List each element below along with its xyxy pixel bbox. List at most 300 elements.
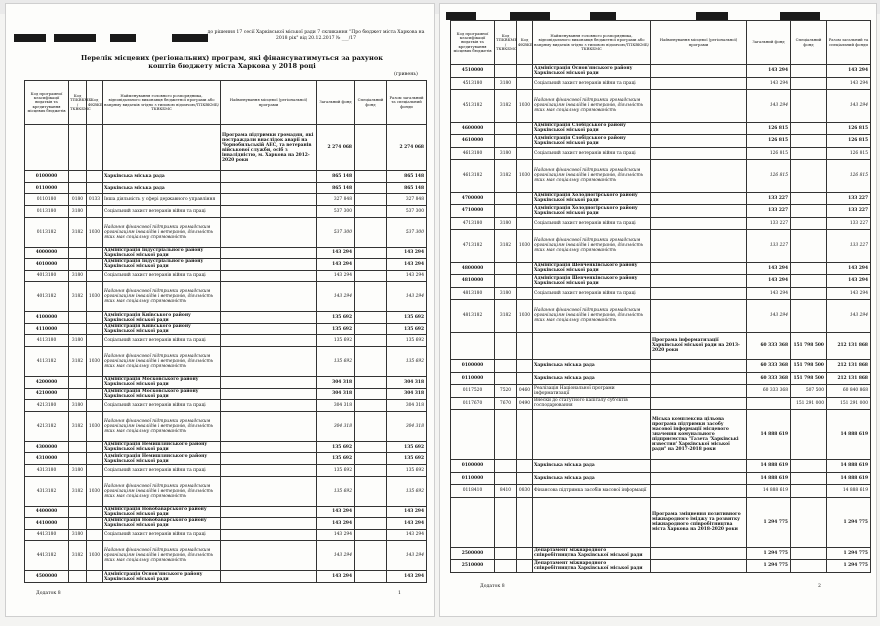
budget-code [495, 275, 517, 288]
function-code [517, 147, 533, 160]
table-row [451, 275, 871, 288]
program-name [221, 182, 317, 194]
program-code: 2510000 [451, 560, 495, 573]
function-code [87, 506, 103, 518]
function-code: 1030 [87, 541, 103, 571]
function-code [517, 122, 533, 135]
column-header-function-code: Код ФКВКБ [517, 21, 533, 65]
table-row [451, 147, 871, 160]
budget-code [495, 472, 517, 485]
budget-code: 3182 [69, 476, 87, 506]
budget-code: 7670 [495, 397, 517, 410]
program-name [651, 360, 747, 373]
function-code [87, 388, 103, 400]
special-fund [355, 388, 387, 400]
table-row [451, 410, 871, 460]
function-code [517, 205, 533, 218]
program-code: 4813180 [451, 287, 495, 300]
column-header-budget-code: Код ТПКВКМБ / ТКВКБМС [69, 81, 87, 125]
program-code: 4210000 [25, 388, 69, 400]
function-code [87, 205, 103, 217]
function-code: 1030 [517, 90, 533, 123]
budget-code: 3182 [69, 411, 87, 441]
column-header-program-name: Найменування місцевої (регіональної) програми [221, 81, 317, 125]
function-code: 1030 [517, 230, 533, 263]
table-row [451, 397, 871, 410]
document-page-2 [440, 4, 876, 616]
executor-name: Адміністрація Новобаварського району Харківської міської ради [103, 518, 221, 530]
general-fund: 143 294 [747, 262, 791, 275]
budget-code [495, 372, 517, 385]
program-name [221, 312, 317, 324]
special-fund: 151 798 500 [791, 372, 827, 385]
executor-name: Інша діяльність у сфері державного управління [103, 194, 221, 206]
special-fund [355, 205, 387, 217]
function-code [87, 247, 103, 259]
special-fund [355, 453, 387, 465]
executor-name: Харківська міська рада [533, 360, 651, 373]
budget-code [69, 518, 87, 530]
general-fund: 143 294 [747, 65, 791, 78]
executor-name: Внески до статутного капіталу суб'єктів господарювання [533, 397, 651, 410]
executor-name: Адміністрація Основ'янського району Харківської міської ради [103, 571, 221, 583]
table-row [25, 335, 427, 347]
table-row [25, 171, 427, 183]
total-amount: 135 692 [387, 464, 427, 476]
general-fund: 126 815 [747, 160, 791, 193]
general-fund: 143 294 [317, 506, 355, 518]
program-code: 4110000 [25, 323, 69, 335]
table-row [25, 506, 427, 518]
general-fund: 135 692 [317, 441, 355, 453]
budget-code [69, 323, 87, 335]
table-row [451, 192, 871, 205]
general-fund: 133 227 [747, 192, 791, 205]
program-name [651, 217, 747, 230]
special-fund [355, 347, 387, 377]
column-header-function-code: Код ФКВКБ [87, 81, 103, 125]
function-code [517, 262, 533, 275]
program-code: 4200000 [25, 377, 69, 389]
program-code: 0117520 [451, 385, 495, 398]
function-code [87, 270, 103, 282]
budget-code: 3182 [495, 230, 517, 263]
total-amount: 135 692 [387, 347, 427, 377]
budget-code: 3182 [69, 347, 87, 377]
total-amount: 126 815 [827, 135, 871, 148]
general-fund: 135 692 [317, 312, 355, 324]
program-name [651, 160, 747, 193]
program-code: 4113182 [25, 347, 69, 377]
executor-name: Надання фінансової підтримки громадським організаціям інвалідів і ветеранів, діяльність яких має соціальну спрямованість [103, 347, 221, 377]
program-code: 4413180 [25, 529, 69, 541]
special-fund [791, 300, 827, 333]
executor-name: Надання фінансової підтримки громадським організаціям інвалідів і ветеранів, діяльність яких має соціальну спрямованість [103, 217, 221, 247]
budget-code: 3182 [69, 217, 87, 247]
page-number: 2 [818, 584, 821, 589]
program-name [221, 476, 317, 506]
general-fund: 143 294 [317, 259, 355, 271]
total-amount: 135 692 [387, 453, 427, 465]
program-code: 4713180 [451, 217, 495, 230]
page-footer: Додаток 8 [36, 591, 61, 596]
total-amount: 143 294 [827, 90, 871, 123]
general-fund: 865 148 [317, 182, 355, 194]
general-fund: 14 888 619 [747, 410, 791, 460]
general-fund: 2 274 068 [317, 125, 355, 171]
table-row [451, 65, 871, 78]
program-code: 4100000 [25, 312, 69, 324]
program-name: Міська комплексна цільова програма підтримки засобу масової інформації місцевого значення комунального підприємства "Газета 'Харківські известия' Харківської міської ради" на 2017-2018 роки [651, 410, 747, 460]
budget-code [69, 247, 87, 259]
program-code: 4400000 [25, 506, 69, 518]
executor-name: Адміністрація Шевченківського району Харківської міської ради [533, 275, 651, 288]
program-name [651, 372, 747, 385]
executor-name [533, 410, 651, 460]
function-code [87, 518, 103, 530]
special-fund [791, 497, 827, 547]
redaction-bar [446, 12, 476, 20]
function-code [517, 472, 533, 485]
program-name [221, 518, 317, 530]
executor-name: Надання фінансової підтримки громадським організаціям інвалідів і ветеранів, діяльність яких має соціальну спрямованість [103, 541, 221, 571]
column-header-executor-name: Найменування головного розпорядника, відповідального виконавця бюджетної програми або напряму видатків згідно з типовою відомчою/ТПКВКМБ/ТКВКБМС [103, 81, 221, 125]
budget-code [69, 506, 87, 518]
executor-name: Соціальний захист ветеранів війни та праці [103, 335, 221, 347]
budget-code [495, 560, 517, 573]
executor-name: Департамент міжнародного співробітництва Харківської міської ради [533, 560, 651, 573]
total-amount: 327 848 [387, 194, 427, 206]
total-amount: 143 294 [827, 65, 871, 78]
executor-name: Адміністрація Київського району Харківської міської ради [103, 312, 221, 324]
executor-name: Харківська міська рада [533, 460, 651, 473]
program-code [451, 332, 495, 360]
total-amount: 2 274 068 [387, 125, 427, 171]
table-row [25, 453, 427, 465]
table-row [451, 497, 871, 547]
executor-name: Адміністрація Індустріального району Харківської міської ради [103, 259, 221, 271]
total-amount: 126 815 [827, 147, 871, 160]
redaction-bar [510, 12, 550, 20]
table-row [25, 259, 427, 271]
general-fund: 143 294 [747, 90, 791, 123]
executor-name: Адміністрація Основ'янського району Харківської міської ради [533, 65, 651, 78]
program-name [221, 247, 317, 259]
function-code [517, 560, 533, 573]
function-code [517, 360, 533, 373]
total-amount: 537 300 [387, 217, 427, 247]
function-code [517, 192, 533, 205]
special-fund [791, 460, 827, 473]
budget-code: 3180 [69, 529, 87, 541]
total-amount: 14 888 619 [827, 410, 871, 460]
budget-code: 3182 [69, 282, 87, 312]
special-fund [791, 275, 827, 288]
program-code: 4810000 [451, 275, 495, 288]
total-amount: 304 318 [387, 411, 427, 441]
program-code: 4010000 [25, 259, 69, 271]
program-code: 4413182 [25, 541, 69, 571]
program-name [221, 259, 317, 271]
table-row [451, 90, 871, 123]
special-fund [355, 506, 387, 518]
programs-table [450, 20, 871, 573]
general-fund: 126 815 [747, 147, 791, 160]
program-code: 4710000 [451, 205, 495, 218]
program-name [651, 90, 747, 123]
program-name [221, 377, 317, 389]
general-fund: 143 294 [317, 541, 355, 571]
program-code: 2500000 [451, 547, 495, 560]
function-code: 0490 [517, 397, 533, 410]
general-fund: 304 318 [317, 388, 355, 400]
special-fund [355, 182, 387, 194]
program-name [221, 282, 317, 312]
column-header-total-amount: Разом загальний та спеціальний фонди [827, 21, 871, 65]
function-code: 0133 [87, 194, 103, 206]
function-code: 1030 [87, 282, 103, 312]
total-amount: 135 692 [387, 323, 427, 335]
general-fund: 143 294 [747, 275, 791, 288]
program-name [221, 400, 317, 412]
program-name [651, 262, 747, 275]
executor-name: Соціальний захист ветеранів війни та праці [103, 205, 221, 217]
function-code [517, 77, 533, 90]
special-fund [355, 377, 387, 389]
program-code: 4113180 [25, 335, 69, 347]
column-header-total-amount: Разом загальний та спеціальний фонди [387, 81, 427, 125]
general-fund: 14 888 619 [747, 460, 791, 473]
special-fund [355, 247, 387, 259]
executor-name: Соціальний захист ветеранів війни та праці [103, 529, 221, 541]
program-code [25, 125, 69, 171]
program-code: 4000000 [25, 247, 69, 259]
general-fund: 60 333 368 [747, 372, 791, 385]
budget-code: 3180 [69, 270, 87, 282]
total-amount: 133 227 [827, 230, 871, 263]
executor-name: Адміністрація Московського району Харківської міської ради [103, 377, 221, 389]
special-fund [355, 259, 387, 271]
column-header-program-name: Найменування місцевої (регіональної) програми [651, 21, 747, 65]
total-amount: 304 318 [387, 388, 427, 400]
total-amount: 212 131 868 [827, 372, 871, 385]
redaction-bar [54, 34, 96, 42]
program-name [651, 77, 747, 90]
program-code: 4610000 [451, 135, 495, 148]
general-fund: 133 227 [747, 205, 791, 218]
function-code [517, 410, 533, 460]
program-name [221, 194, 317, 206]
function-code [517, 460, 533, 473]
special-fund [791, 230, 827, 263]
special-fund [791, 122, 827, 135]
function-code [517, 332, 533, 360]
total-amount: 143 294 [387, 529, 427, 541]
total-amount: 1 294 775 [827, 547, 871, 560]
column-header-special-fund: Спеціальний фонд [355, 81, 387, 125]
executor-name: Департамент міжнародного співробітництва Харківської міської ради [533, 547, 651, 560]
special-fund [791, 205, 827, 218]
table-row [25, 541, 427, 571]
function-code [87, 259, 103, 271]
general-fund: 126 815 [747, 135, 791, 148]
special-fund [355, 541, 387, 571]
general-fund: 60 333 368 [747, 360, 791, 373]
general-fund: 14 888 619 [747, 485, 791, 498]
table-row [25, 312, 427, 324]
budget-code [495, 192, 517, 205]
budget-code: 3180 [69, 335, 87, 347]
program-code: 0117670 [451, 397, 495, 410]
executor-name: Адміністрація Шевченківського району Харківської міської ради [533, 262, 651, 275]
general-fund: 1 294 775 [747, 560, 791, 573]
page-number: 1 [398, 591, 401, 596]
table-row [451, 77, 871, 90]
redaction-bar [780, 12, 820, 20]
program-name [651, 397, 747, 410]
special-fund [355, 464, 387, 476]
redaction-bar [14, 34, 46, 42]
table-row [25, 411, 427, 441]
budget-code [495, 497, 517, 547]
total-amount: 143 294 [827, 77, 871, 90]
executor-name [533, 332, 651, 360]
executor-name: Адміністрація Немишлянського району Харківської міської ради [103, 453, 221, 465]
program-code [451, 497, 495, 547]
table-row [451, 360, 871, 373]
total-amount: 151 291 000 [827, 397, 871, 410]
program-name [651, 230, 747, 263]
program-name [221, 270, 317, 282]
total-amount: 133 227 [827, 205, 871, 218]
budget-code [495, 65, 517, 78]
total-amount: 143 294 [387, 571, 427, 583]
program-name [651, 560, 747, 573]
program-code: 4813182 [451, 300, 495, 333]
redaction-bar [590, 12, 616, 20]
executor-name: Соціальний захист ветеранів війни та праці [103, 270, 221, 282]
budget-code: 3182 [495, 90, 517, 123]
table-row [451, 485, 871, 498]
special-fund [355, 518, 387, 530]
special-fund [355, 571, 387, 583]
budget-code [69, 312, 87, 324]
executor-name: Адміністрація Новобаварського району Харківської міської ради [103, 506, 221, 518]
executor-name [533, 497, 651, 547]
general-fund: 537 300 [317, 205, 355, 217]
table-row [451, 385, 871, 398]
executor-name: Адміністрація Немишлянського району Харківської міської ради [103, 441, 221, 453]
program-code: 0110000 [25, 182, 69, 194]
executor-name: Надання фінансової підтримки громадським організаціям інвалідів і ветеранів, діяльність яких має соціальну спрямованість [103, 411, 221, 441]
executor-name: Адміністрація Київського району Харківської міської ради [103, 323, 221, 335]
program-name [651, 547, 747, 560]
column-header-budget-code: Код ТПКВКМБ / ТКВКБМС [495, 21, 517, 65]
program-name [651, 287, 747, 300]
program-name [651, 485, 747, 498]
function-code: 1030 [517, 160, 533, 193]
table-row [25, 377, 427, 389]
total-amount: 212 131 868 [827, 360, 871, 373]
column-header-general-fund: Загальний фонд [747, 21, 791, 65]
special-fund [355, 335, 387, 347]
redaction-bar [110, 34, 136, 42]
budget-code [69, 377, 87, 389]
total-amount: 143 294 [387, 506, 427, 518]
general-fund [747, 397, 791, 410]
decree-reference: до рішення 17 сесії Харківської міської ради 7 скликання "Про бюджет міста Харкова на 2018 рік" від 20.12.2017 № ___/17 [207, 30, 425, 41]
total-amount: 135 692 [387, 441, 427, 453]
special-fund [355, 282, 387, 312]
table-row [25, 270, 427, 282]
general-fund: 327 848 [317, 194, 355, 206]
program-name [651, 300, 747, 333]
program-name [221, 347, 317, 377]
table-row [25, 323, 427, 335]
general-fund: 143 294 [317, 270, 355, 282]
program-code: 4513180 [451, 77, 495, 90]
total-amount: 143 294 [387, 247, 427, 259]
program-name [221, 571, 317, 583]
program-name [221, 464, 317, 476]
executor-name: Адміністрація Слобідського району Харківської міської ради [533, 122, 651, 135]
function-code: 0460 [517, 385, 533, 398]
table-row [451, 287, 871, 300]
column-header-program-code: Код програмної класифікації видатків та кредитування місцевих бюджетів [25, 81, 69, 125]
budget-code: 3180 [69, 400, 87, 412]
executor-name: Соціальний захист ветеранів війни та праці [103, 400, 221, 412]
program-name [651, 147, 747, 160]
program-code: 0100000 [451, 460, 495, 473]
special-fund: 507 500 [791, 385, 827, 398]
special-fund [791, 135, 827, 148]
special-fund [791, 77, 827, 90]
budget-code [69, 259, 87, 271]
special-fund [791, 192, 827, 205]
general-fund: 143 294 [317, 571, 355, 583]
general-fund: 304 318 [317, 411, 355, 441]
table-row [25, 347, 427, 377]
function-code: 1030 [87, 217, 103, 247]
general-fund: 60 333 368 [747, 332, 791, 360]
budget-code [69, 182, 87, 194]
program-code: 4410000 [25, 518, 69, 530]
program-code: 4600000 [451, 122, 495, 135]
total-amount: 212 131 868 [827, 332, 871, 360]
executor-name: Адміністрація Індустріального району Харківської міської ради [103, 247, 221, 259]
table-row [451, 332, 871, 360]
function-code [87, 529, 103, 541]
executor-name: Адміністрація Холодногірського району Харківської міської ради [533, 192, 651, 205]
budget-code: 3180 [69, 205, 87, 217]
executor-name: Надання фінансової підтримки громадським організаціям інвалідів і ветеранів, діяльність яких має соціальну спрямованість [103, 476, 221, 506]
program-name [651, 192, 747, 205]
function-code [517, 547, 533, 560]
total-amount: 143 294 [387, 541, 427, 571]
total-amount: 143 294 [387, 270, 427, 282]
total-amount: 135 692 [387, 335, 427, 347]
column-header-program-code: Код програмної класифікації видатків та кредитування місцевих бюджетів [451, 21, 495, 65]
general-fund: 304 318 [317, 377, 355, 389]
program-code: 4613182 [451, 160, 495, 193]
program-name [651, 65, 747, 78]
special-fund [791, 90, 827, 123]
budget-code: 3182 [495, 160, 517, 193]
executor-name: Харківська міська рада [103, 171, 221, 183]
program-name [221, 388, 317, 400]
program-code: 4513182 [451, 90, 495, 123]
executor-name: Надання фінансової підтримки громадським організаціям інвалідів і ветеранів, діяльність яких має соціальну спрямованість [533, 90, 651, 123]
